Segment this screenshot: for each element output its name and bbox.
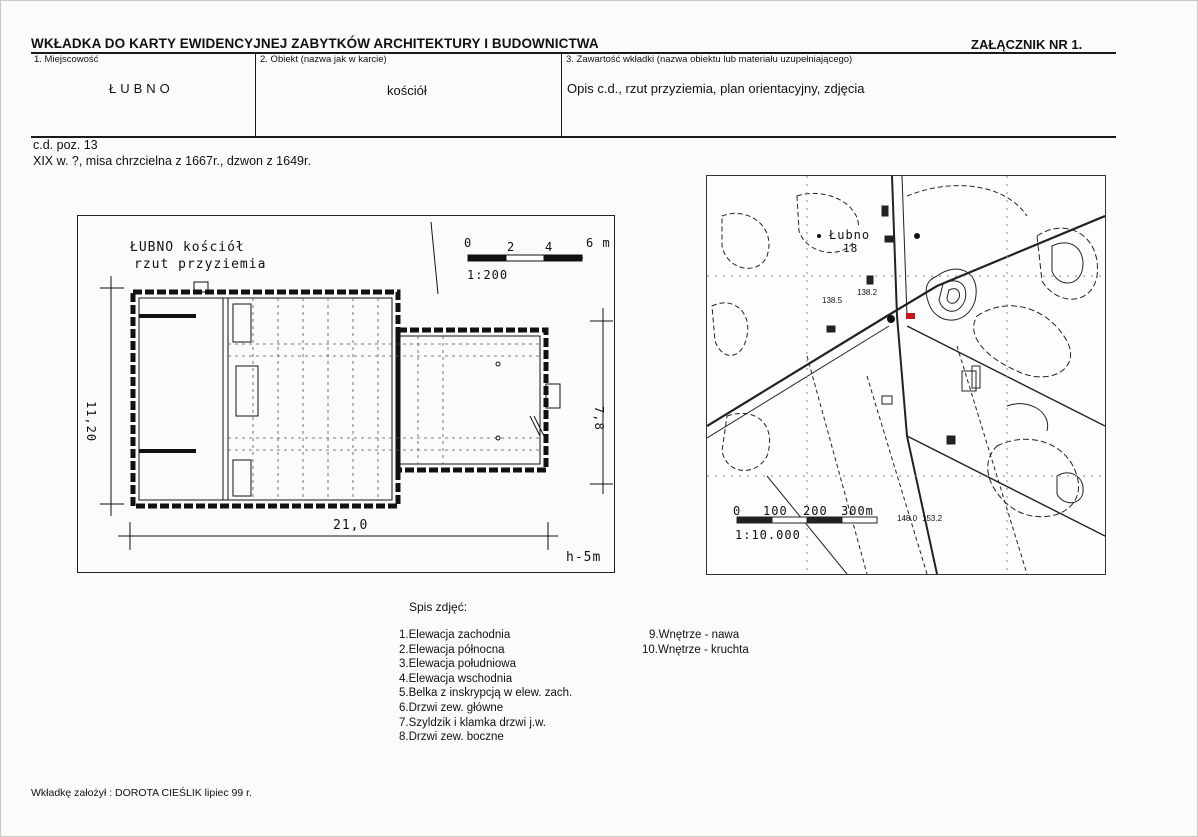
plan-scale-tick-6: 6 m (586, 236, 611, 250)
photo-list-item: 9.Wnętrze - nawa (649, 629, 740, 641)
plan-title-1: ŁUBNO kościół (130, 240, 245, 255)
church-location-marker (906, 313, 915, 319)
locality-label: 1. Miejscowość (34, 54, 99, 65)
plan-dim-length: 21,0 (333, 518, 369, 533)
header-rule-bottom (31, 136, 1116, 138)
map-spot-height-2: 138.2 (857, 288, 878, 297)
photo-list-item: 2.Elewacja północna (399, 643, 505, 656)
photo-list-col-2 (642, 628, 749, 657)
plan-dim-width: 11,20 (84, 401, 98, 443)
map-scale-tick-300: 300m (841, 504, 874, 518)
photo-list-item: 8.Drzwi zew. boczne (399, 731, 504, 744)
photo-list-heading: Spis zdjęć: (409, 600, 468, 614)
photo-list-item: 10.Wnętrze - kruchta (642, 643, 749, 656)
map-number-label: 18 (843, 242, 859, 255)
contents-value: Opis c.d., rzut przyziemia, plan orientacyjny, zdjęcia (567, 81, 865, 96)
locality-value: ŁUBNO (109, 81, 174, 96)
author-footer: Wkładkę założył : DOROTA CIEŚLIK lipiec 99 r. (31, 787, 252, 799)
photo-list-col-1 (399, 628, 572, 745)
map-scale-ratio: 1:10.000 (735, 528, 801, 542)
photo-list-item: 3.Elewacja południowa (399, 658, 516, 671)
plan-title-2: rzut przyziemia (134, 257, 267, 272)
photo-list-item: 5.Belka z inskrypcją w elew. zach. (399, 687, 573, 700)
photo-list-item: 1.Elewacja zachodnia (399, 629, 511, 641)
plan-scale-tick-2: 2 (507, 240, 516, 254)
plan-scale-ratio: 1:200 (467, 268, 509, 282)
plan-dim-chancel: 7,8 (592, 406, 606, 431)
plan-scale-tick-4: 4 (545, 240, 554, 254)
map-place-label: Łubno (829, 228, 871, 242)
map-scale-tick-200: 200 (803, 504, 828, 518)
annex-label: ZAŁĄCZNIK NR 1. (971, 37, 1083, 52)
contents-label: 3. Zawartość wkładki (nazwa obiektu lub materiału uzupełniającego) (566, 54, 853, 65)
map-spot-height-3: 148.0 (897, 514, 918, 523)
object-value: kościół (387, 83, 427, 98)
object-label: 2. Obiekt (nazwa jak w karcie) (260, 54, 387, 65)
document-title: WKŁADKA DO KARTY EWIDENCYJNEJ ZABYTKÓW ARCHITEKTURY I BUDOWNICTWA (31, 36, 599, 51)
map-spot-height-1: 138.5 (822, 296, 843, 305)
floor-plan-panel (77, 215, 615, 573)
header-divider-2 (561, 52, 562, 137)
description-line-1: c.d. poz. 13 (33, 138, 98, 152)
description-line-2: XIX w. ?, misa chrzcielna z 1667r., dzwon z 1649r. (33, 154, 311, 168)
header-divider-1 (255, 52, 256, 137)
orientation-map (706, 175, 1106, 575)
photo-list-item: 7.Szyldzik i klamka drzwi j.w. (399, 716, 546, 729)
plan-scale-tick-0: 0 (464, 236, 473, 250)
map-scale-tick-100: 100 (763, 504, 788, 518)
map-spot-height-4: 153.2 (922, 514, 943, 523)
map-scale-tick-0: 0 (733, 504, 742, 518)
photo-list-item: 6.Drzwi zew. główne (399, 701, 504, 714)
photo-list-item: 4.Elewacja wschodnia (399, 672, 513, 685)
plan-dim-height: h-5m (566, 550, 602, 565)
